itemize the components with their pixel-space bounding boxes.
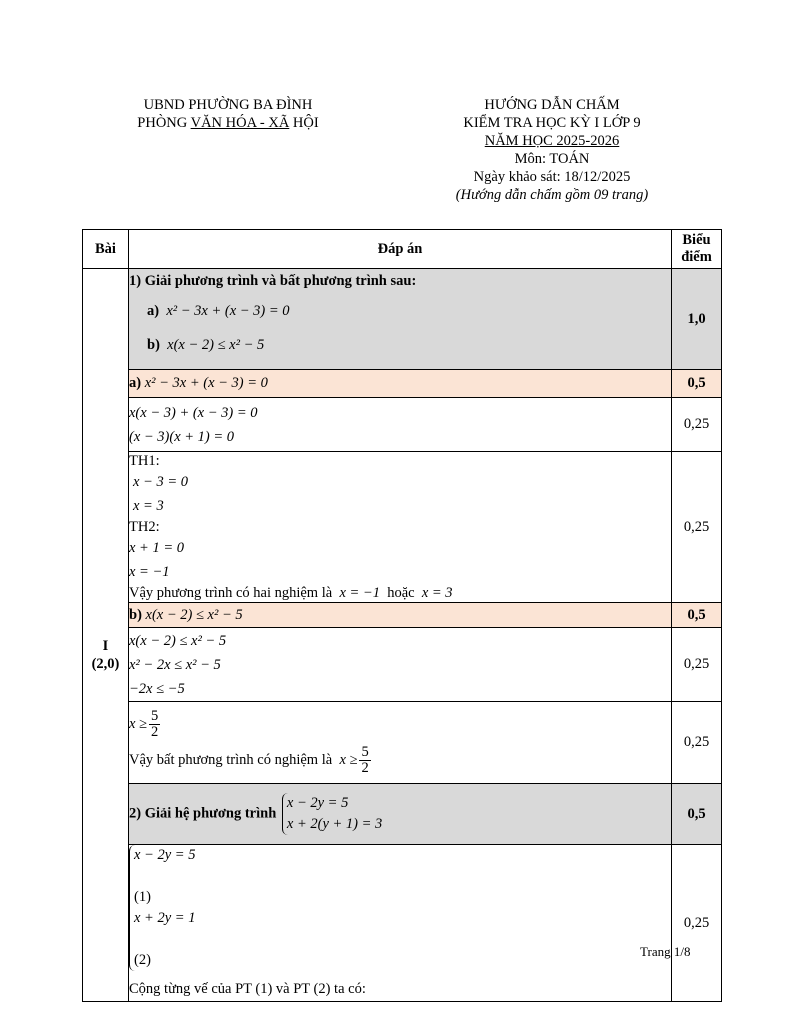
a-conclusion [129, 584, 671, 602]
q2-cell [129, 784, 672, 845]
b-step2-score: 0,25 [672, 702, 722, 784]
b-step2-ineq: x ≥ [129, 715, 148, 732]
b-head-label: b) [129, 606, 142, 623]
b-step1-line1: x(x − 2) ≤ x² − 5 [129, 632, 227, 649]
a-head-expr: x² − 3x + (x − 3) = 0 [144, 375, 268, 391]
a-step1-line2: (x − 3)(x + 1) = 0 [129, 428, 235, 445]
b-step2-den: 2 [151, 723, 159, 740]
section-points: (2,0) [91, 656, 120, 672]
q2-eq2: x + 2(y + 1) = 3 [286, 816, 383, 832]
q2-step1-score: 0,25 [672, 845, 722, 1002]
table-row [83, 452, 722, 603]
header-left [108, 96, 348, 132]
col-bieudiem: Biểu điểm [672, 230, 722, 269]
a-concl-text: Vậy phương trình có hai nghiệm là [129, 585, 333, 601]
a-th1-line1: x − 3 = 0 [133, 474, 189, 490]
table-row [83, 370, 722, 398]
q2-title: 2) Giải hệ phương trình [129, 805, 277, 822]
table-row [83, 845, 722, 1002]
b-step2-num: 5 [151, 707, 159, 724]
b-concl-den: 2 [361, 759, 369, 776]
b-step1-cell [129, 628, 672, 702]
a-step1-cell [129, 398, 672, 452]
header-right [412, 96, 692, 204]
a-th1-label: TH1: [129, 453, 160, 469]
b-step1-line2: x² − 2x ≤ x² − 5 [129, 656, 221, 673]
b-step2-result [129, 707, 671, 741]
a-th2-line1: x + 1 = 0 [129, 540, 185, 556]
q2-s1-tag2: (2) [134, 952, 151, 968]
a-concl-or: hoặc [387, 585, 415, 601]
a-th2-line2: x = −1 [129, 564, 170, 580]
doc-title: HƯỚNG DẪN CHẤM [484, 97, 620, 113]
exam-date: Ngày khảo sát: 18/12/2025 [473, 169, 631, 185]
b-concl-num: 5 [361, 743, 369, 760]
department-prefix: PHÒNG [137, 115, 191, 131]
b-head-cell [129, 603, 672, 628]
q2-system [282, 793, 382, 835]
q2-s1-eq2: x + 2y = 1 [134, 910, 196, 926]
a-th2-label: TH2: [129, 519, 160, 535]
a-head-cell [129, 370, 672, 398]
exam-name: KIỂM TRA HỌC KỲ I LỚP 9 [463, 115, 641, 131]
q2-s1-eq1: x − 2y = 5 [134, 847, 196, 863]
table-row [83, 269, 722, 370]
department-name [108, 114, 348, 132]
b-conclusion [129, 741, 671, 779]
q1-cell [129, 269, 672, 370]
table-row [83, 628, 722, 702]
table-row [83, 603, 722, 628]
section-number: I [102, 638, 109, 654]
col-dapan: Đáp án [129, 230, 672, 269]
a-concl-x1: x = −1 [339, 585, 380, 601]
q1-a-expr: x² − 3x + (x − 3) = 0 [166, 303, 290, 319]
department-suffix: HỘI [289, 115, 319, 131]
q2-eq1: x − 2y = 5 [286, 795, 349, 811]
col-bai: Bài [83, 230, 129, 269]
b-head-expr: x(x − 2) ≤ x² − 5 [145, 606, 243, 623]
q1-title: 1) Giải phương trình và bất phương trình sau: [129, 273, 417, 289]
table-row [83, 784, 722, 845]
table-row [83, 398, 722, 452]
page-count-note: (Hướng dẫn chấm gồm 09 trang) [455, 187, 649, 203]
department-underlined: VĂN HÓA - XÃ [190, 115, 290, 131]
b-head-score: 0,5 [672, 603, 722, 628]
office-name: UBND PHƯỜNG BA ĐÌNH [143, 97, 313, 113]
page-number: Trang 1/8 [640, 944, 691, 959]
q2-step1-cell [129, 845, 672, 1002]
a-concl-x2: x = 3 [421, 585, 453, 601]
b-concl-text: Vậy bất phương trình có nghiệm là [129, 751, 333, 768]
a-step1-score: 0,25 [672, 398, 722, 452]
section-cell [83, 269, 129, 1002]
q2-step1-text: Cộng từng vế của PT (1) và PT (2) ta có: [129, 981, 366, 997]
subject: Môn: TOÁN [514, 151, 590, 167]
q1-b-expr: x(x − 2) ≤ x² − 5 [167, 337, 265, 353]
q1-score: 1,0 [672, 269, 722, 370]
b-step2-fraction [149, 709, 160, 740]
q1-b-label: b) [147, 337, 160, 353]
a-step2-cell [129, 452, 672, 603]
school-year: NĂM HỌC 2025-2026 [484, 133, 620, 149]
q2-step1-system [129, 845, 195, 971]
a-step2-score: 0,25 [672, 452, 722, 603]
b-step1-score: 0,25 [672, 628, 722, 702]
b-concl-fraction [359, 745, 370, 776]
table-row [83, 702, 722, 784]
answer-table [82, 229, 722, 1002]
b-step1-line3: −2x ≤ −5 [129, 680, 185, 697]
b-concl-ineq: x ≥ [339, 751, 358, 768]
a-step1-line1: x(x − 3) + (x − 3) = 0 [129, 404, 258, 421]
a-head-score: 0,5 [672, 370, 722, 398]
table-header-row [83, 230, 722, 269]
b-step2-cell [129, 702, 672, 784]
q2-score: 0,5 [672, 784, 722, 845]
q1-a-label: a) [147, 303, 160, 319]
a-th1-line2: x = 3 [133, 498, 164, 514]
a-head-label: a) [129, 375, 142, 391]
q2-s1-tag1: (1) [134, 889, 151, 905]
